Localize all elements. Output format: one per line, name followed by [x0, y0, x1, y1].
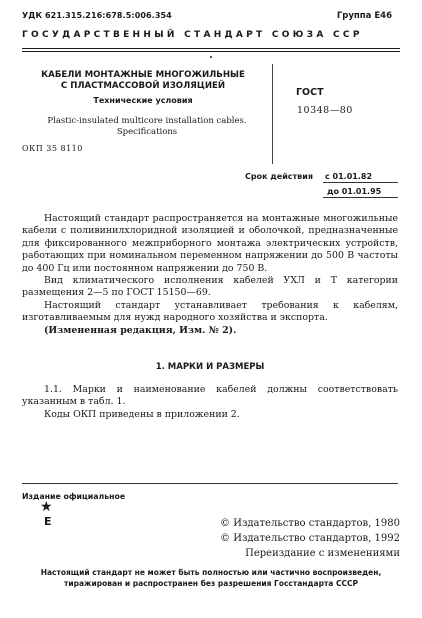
dot-mark [210, 56, 212, 58]
document-title [38, 70, 248, 92]
english-title-line-2: Specifications [116, 127, 178, 137]
paragraph-requirements: Настоящий стандарт устанавливает требования к кабелям, изготавливаемым для нужд народного хозяйства и экспорта. [22, 299, 398, 324]
english-title-line-1: Plastic-insulated multicore installation cables. [47, 116, 247, 126]
intro-text [22, 213, 398, 337]
section-text [22, 384, 398, 421]
validity-rule-2 [323, 197, 398, 198]
e-mark: Е [44, 515, 52, 528]
udk-code: УДК 621.315.216:678.5:006.354 [22, 11, 172, 20]
group-code: Группа Е46 [336, 11, 392, 21]
official-edition: Издание официальное [22, 492, 126, 501]
paragraph-climate: Вид климатического исполнения кабелей УХЛ и Т категории размещения 2—5 по ГОСТ 15150—69. [22, 275, 398, 299]
star-icon: ★ [40, 499, 53, 515]
section-paragraph-1: 1.1. Марки и наименование кабелей должны соответствовать указанным в табл. 1. [22, 384, 398, 408]
gost-label: ГОСТ [296, 87, 324, 98]
notice-line-2: тиражирован и распространен без разрешения Госстандарта СССР [64, 579, 358, 588]
title-line-2: С ПЛАСТМАССОВОЙ ИЗОЛЯЦИЕЙ [60, 81, 226, 91]
gost-number: 10348—80 [297, 105, 353, 116]
validity-from: с 01.01.82 [325, 172, 373, 181]
copyright-1980: © Издательство стандартов, 1980 [220, 518, 400, 529]
header-rule-thin [22, 51, 400, 52]
okp-code: ОКП 35 8110 [22, 144, 83, 153]
copyright-1992: © Издательство стандартов, 1992 [220, 533, 400, 544]
title-divider [272, 64, 273, 164]
validity-rule-1 [323, 182, 398, 183]
footer-rule [22, 483, 398, 484]
validity-to: до 01.01.95 [327, 187, 382, 196]
english-title [22, 116, 272, 138]
paragraph-scope: Настоящий стандарт распространяется на монтажные многожильные кабели с поливинилхлоридной изоляцией и оболочкой, предназначенные для фиксированного межприборного монтажа электрических устройств, работающих при номинальном переменном напряжении до 500 В частоты до 400 Гц или постоянном напряжении до 750 В. [22, 213, 398, 274]
section-heading: 1. МАРКИ И РАЗМЕРЫ [155, 362, 265, 372]
state-standard-banner: ГОСУДАРСТВЕННЫЙ СТАНДАРТ СОЮЗА ССР [22, 30, 363, 40]
validity-label: Срок действия [245, 172, 313, 181]
title-line-1: КАБЕЛИ МОНТАЖНЫЕ МНОГОЖИЛЬНЫЕ [41, 70, 245, 80]
header-rule-thick [22, 48, 400, 49]
document-subtitle: Технические условия [93, 96, 193, 105]
reproduction-notice [22, 567, 400, 589]
reprint-note: Переиздание с изменениями [245, 548, 400, 559]
paragraph-amendment: (Измененная редакция, Изм. № 2). [44, 324, 237, 336]
section-paragraph-2: Коды ОКП приведены в приложении 2. [44, 408, 240, 420]
notice-line-1: Настоящий стандарт не может быть полностью или частично воспроизведен, [40, 568, 382, 577]
